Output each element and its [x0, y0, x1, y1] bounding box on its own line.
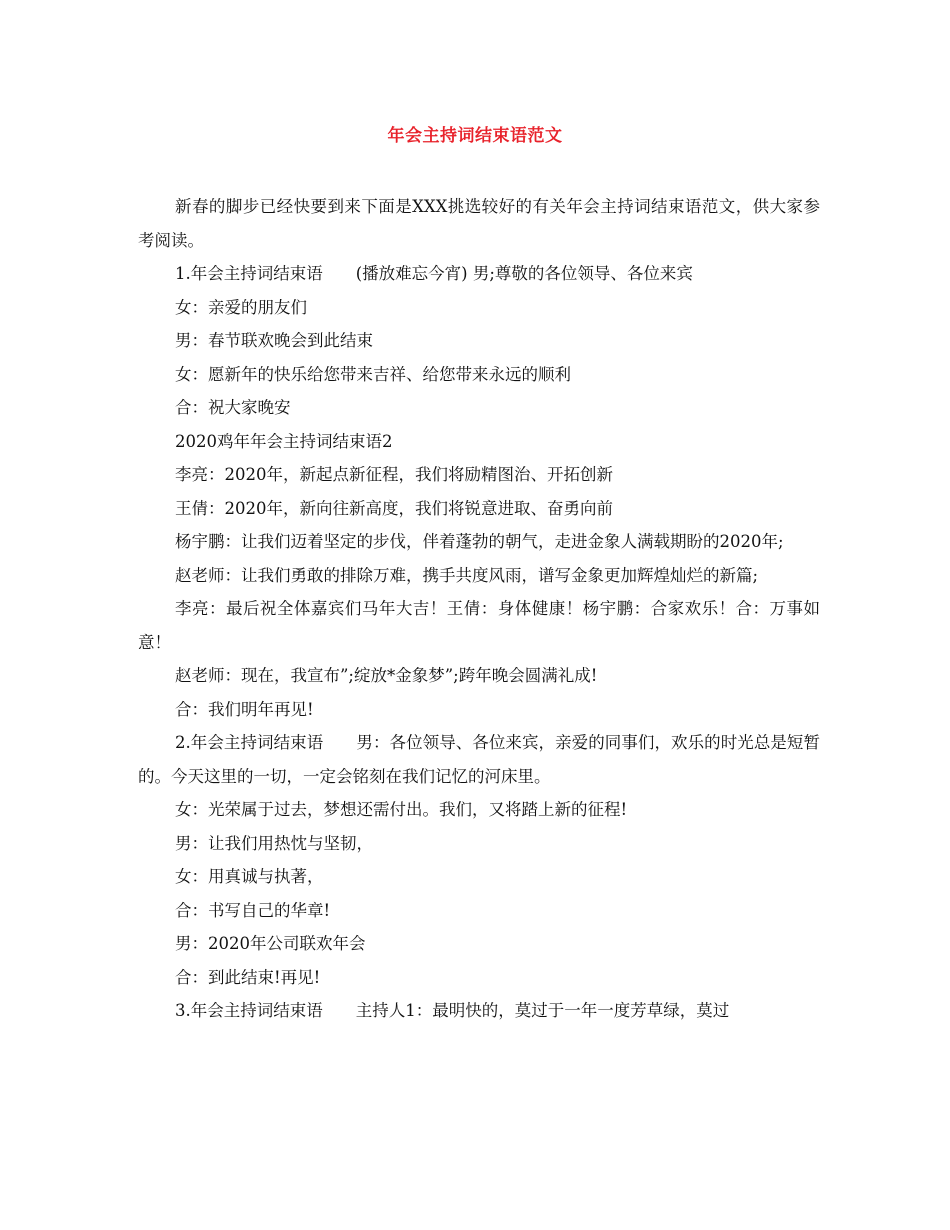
paragraph: 合：书写自己的华章! — [175, 900, 331, 920]
paragraph: 女：愿新年的快乐给您带来吉祥、给您带来永远的顺利 — [175, 364, 571, 384]
paragraph: 男：春节联欢晚会到此结束 — [175, 331, 373, 350]
paragraph: 李亮：2020年，新起点新征程，我们将励精图治、开拓创新 — [175, 465, 613, 484]
paragraph: 男：让我们用热忱与坚韧， — [175, 833, 373, 853]
paragraph: 新春的脚步已经快要到来下面是XXX挑选较好的有关年会主持词结束语范文，供大家参考阅读。 — [138, 197, 820, 250]
paragraph: 2020鸡年年会主持词结束语2 — [175, 431, 393, 451]
paragraph: 3.年会主持词结束语 主持人1：最明快的，莫过于一年一度芳草绿，莫过 — [175, 1001, 730, 1020]
paragraph: 合：到此结束!再见! — [175, 967, 321, 987]
document-title: 年会主持词结束语范文 — [387, 126, 563, 146]
paragraph: 男：2020年公司联欢年会 — [175, 934, 366, 953]
paragraph: 王倩：2020年，新向往新高度，我们将锐意进取、奋勇向前 — [175, 498, 613, 518]
document-body — [138, 190, 820, 1028]
paragraph: 女：光荣属于过去，梦想还需付出。我们，又将踏上新的征程! — [175, 800, 628, 819]
paragraph: 合：祝大家晚安 — [175, 398, 291, 417]
paragraph: 女：用真诚与执著， — [175, 867, 324, 886]
paragraph: 合：我们明年再见! — [175, 699, 314, 719]
paragraph: 赵老师：现在，我宣布”;绽放*金象梦”;跨年晚会圆满礼成! — [175, 666, 598, 685]
paragraph: 李亮：最后祝全体嘉宾们马年大吉！王倩：身体健康！杨宇鹏：合家欢乐！合：万事如意！ — [138, 599, 820, 652]
paragraph: 1.年会主持词结束语 (播放难忘今宵) 男;尊敬的各位领导、各位来宾 — [175, 264, 693, 283]
paragraph: 女：亲爱的朋友们 — [175, 297, 307, 317]
paragraph: 杨宇鹏：让我们迈着坚定的步伐，伴着蓬勃的朝气，走进金象人满载期盼的2020年; — [175, 532, 784, 551]
paragraph: 2.年会主持词结束语 男：各位领导、各位来宾，亲爱的同事们，欢乐的时光总是短暂的。今天这里的一切，一定会铭刻在我们记忆的河床里。 — [138, 733, 820, 786]
paragraph: 赵老师：让我们勇敢的排除万难，携手共度风雨，谱写金象更加辉煌灿烂的新篇; — [175, 565, 759, 585]
